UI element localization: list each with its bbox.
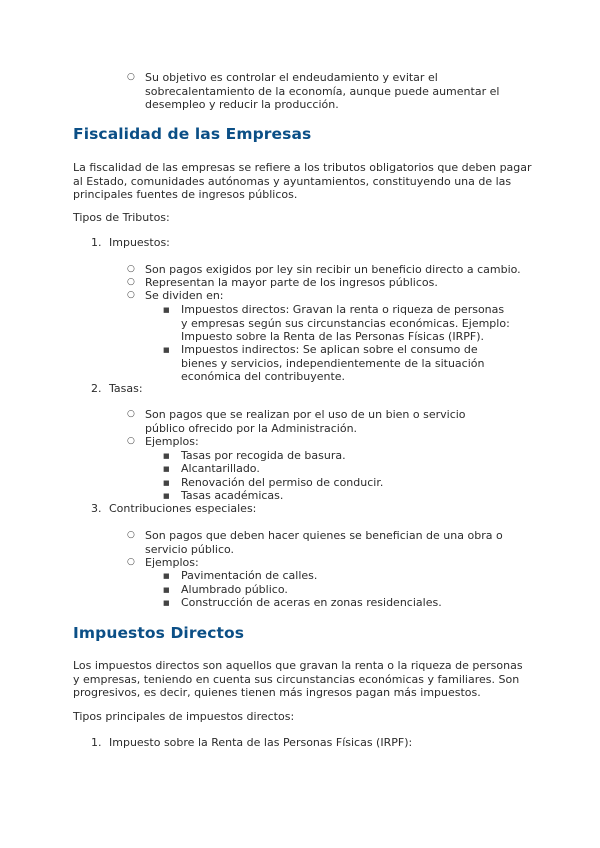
section-heading: Fiscalidad de las Empresas <box>73 125 312 143</box>
sub-list-item-text: Tasas por recogida de basura. <box>181 449 346 462</box>
list-item-text: Representan la mayor parte de los ingresos públicos. <box>145 276 438 289</box>
item-label: Impuesto sobre la Renta de las Personas Físicas (IRPF): <box>109 736 413 749</box>
list-item <box>127 435 507 449</box>
square-bullet-icon: ■ <box>163 465 170 473</box>
item-number: 2. <box>91 382 102 395</box>
list-item <box>127 289 527 303</box>
list-item <box>127 556 507 570</box>
sub-list-item-text: Alumbrado público. <box>181 583 288 596</box>
circle-bullet-icon: ○ <box>127 277 135 287</box>
sub-list-item-text: Alcantarillado. <box>181 462 260 475</box>
square-bullet-icon: ■ <box>163 306 170 314</box>
paragraph: Los impuestos directos son aquellos que gravan la renta o la riqueza de personas y empresas, teniendo en cuenta sus circunstancias económicas y familiares. Son progresivos, es decir, quienes tienen más ingresos pagan más impuestos. <box>73 659 523 699</box>
list-item-text: Son pagos que deben hacer quienes se benefician de una obra o servicio público. <box>145 529 503 556</box>
sub-list-item <box>163 476 513 490</box>
sub-list-item <box>163 462 513 476</box>
square-bullet-icon: ■ <box>163 452 170 460</box>
paragraph: La fiscalidad de las empresas se refiere a los tributos obligatorios que deben pagar al Estado, comunidades autónomas y ayuntamientos, constituyendo una de las principales fuentes de ingresos públicos. <box>73 161 532 201</box>
sub-list-item <box>163 583 513 597</box>
square-bullet-icon: ■ <box>163 572 170 580</box>
sub-list-item <box>163 596 513 610</box>
sub-list-item-text: Pavimentación de calles. <box>181 569 318 582</box>
circle-bullet-icon: ○ <box>127 264 135 274</box>
circle-bullet-icon: ○ <box>127 290 135 300</box>
sub-list-item <box>163 489 513 503</box>
circle-bullet-icon: ○ <box>127 409 135 419</box>
types-label: Tipos de Tributos: <box>73 211 170 224</box>
sub-list-item-text: Impuestos directos: Gravan la renta o riqueza de personas y empresas según sus circunstancias económicas. Ejemplo: Impuesto sobre la Renta de las Personas Físicas (IRPF). <box>181 303 510 343</box>
list-item <box>127 263 527 277</box>
list-item-text: Ejemplos: <box>145 556 199 569</box>
circle-bullet-icon: ○ <box>127 72 135 82</box>
list-item-text: Son pagos exigidos por ley sin recibir un beneficio directo a cambio. <box>145 263 521 276</box>
square-bullet-icon: ■ <box>163 492 170 500</box>
square-bullet-icon: ■ <box>163 586 170 594</box>
section-heading: Impuestos Directos <box>73 624 245 642</box>
sub-list-item <box>163 303 513 344</box>
sub-list-item-text: Impuestos indirectos: Se aplican sobre el consumo de bienes y servicios, independientemente de la situación económica del contribuyente. <box>181 343 485 383</box>
types-label: Tipos principales de impuestos directos: <box>73 710 295 723</box>
circle-bullet-icon: ○ <box>127 436 135 446</box>
list-item <box>127 529 507 556</box>
square-bullet-icon: ■ <box>163 599 170 607</box>
list-item <box>127 276 527 290</box>
sub-list-item <box>163 449 513 463</box>
list-item-text: Son pagos que se realizan por el uso de un bien o servicio público ofrecido por la Administración. <box>145 408 466 435</box>
list-item-text: Se dividen en: <box>145 289 224 302</box>
list-item-text: Ejemplos: <box>145 435 199 448</box>
list-item-text: Su objetivo es controlar el endeudamiento y evitar el sobrecalentamiento de la economía, aunque puede aumentar el desempleo y reducir la producción. <box>145 71 500 111</box>
sub-list-item <box>163 343 513 384</box>
sub-list-item-text: Tasas académicas. <box>181 489 284 502</box>
list-item <box>127 71 507 112</box>
item-number: 3. <box>91 502 102 515</box>
list-item <box>127 408 507 435</box>
sub-list-item-text: Construcción de aceras en zonas residenciales. <box>181 596 442 609</box>
circle-bullet-icon: ○ <box>127 530 135 540</box>
circle-bullet-icon: ○ <box>127 557 135 567</box>
square-bullet-icon: ■ <box>163 346 170 354</box>
item-number: 1. <box>91 236 102 249</box>
item-number: 1. <box>91 736 102 749</box>
sub-list-item-text: Renovación del permiso de conducir. <box>181 476 384 489</box>
square-bullet-icon: ■ <box>163 479 170 487</box>
item-label: Contribuciones especiales: <box>109 502 257 515</box>
sub-list-item <box>163 569 513 583</box>
item-label: Impuestos: <box>109 236 170 249</box>
item-label: Tasas: <box>109 382 143 395</box>
